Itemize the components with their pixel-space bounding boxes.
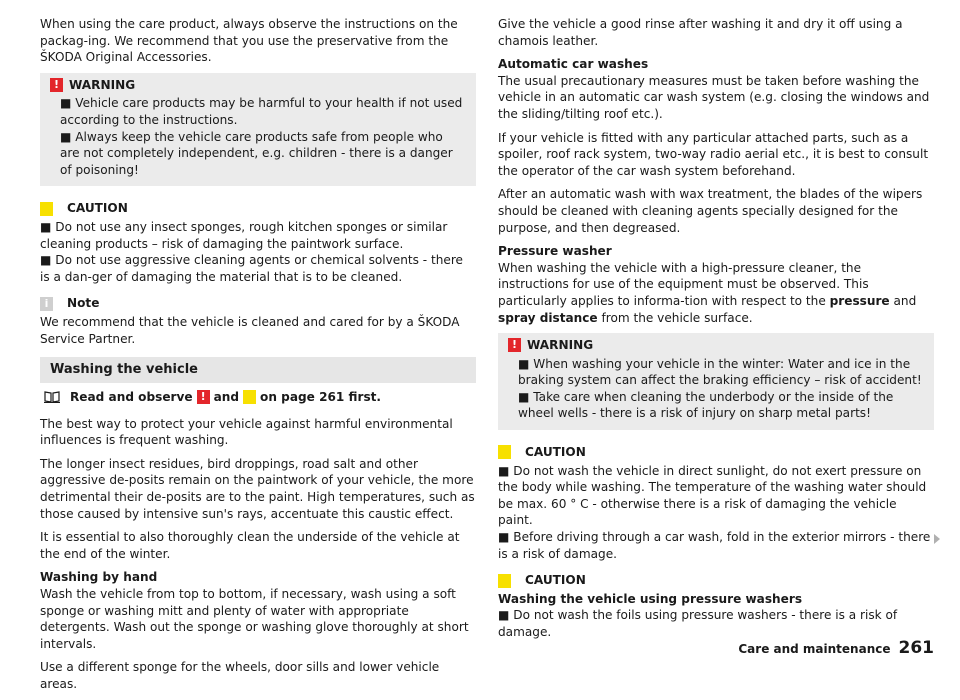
warning-box xyxy=(40,73,476,187)
caution-header xyxy=(498,444,934,461)
wax-paragraph: After an automatic wash with wax treatment, the blades of the wipers should be cleaned with cleaning agents specially designed for the purpose, and then degreased. xyxy=(498,187,923,235)
intro-paragraph: When using the care product, always observe the instructions on the packag-ing. We recommend that you use the preservative from the ŠKODA Original Accessories. xyxy=(40,17,458,65)
caution-icon xyxy=(40,202,53,216)
page-footer xyxy=(738,640,934,658)
hand-wash-title: Washing by hand xyxy=(40,570,158,585)
auto-wash-section xyxy=(498,56,934,122)
pressure-and: and xyxy=(893,293,917,308)
warning-header xyxy=(508,337,924,354)
caution-icon xyxy=(498,445,511,459)
caution-label: CAUTION xyxy=(525,573,586,588)
warning-icon: ! xyxy=(197,390,210,404)
caution-icon xyxy=(243,390,256,404)
note-text: We recommend that the vehicle is cleaned and cared for by a ŠKODA Service Partner. xyxy=(40,314,460,346)
read-observe-prefix: Read and observe xyxy=(70,390,193,405)
pressure-title: Pressure washer xyxy=(498,244,612,259)
caution-header xyxy=(40,200,476,217)
note-header xyxy=(40,295,476,312)
left-column xyxy=(40,16,476,700)
pressure-bold: pressure xyxy=(829,293,890,308)
warning-icon: ! xyxy=(508,338,521,352)
page-number: 261 xyxy=(898,638,934,658)
right-column xyxy=(498,16,934,641)
warning-label: WARNING xyxy=(69,77,136,92)
section-title: Washing the vehicle xyxy=(40,357,476,383)
caution-icon xyxy=(498,574,511,588)
caution-item: ■ Do not wash the vehicle in direct sunlight, do not exert pressure on the body while washing. The temperature of the washing water should be max. 60 ° C - otherwise there is a risk of damaging the vehicle paint. xyxy=(498,463,927,528)
caution-item: ■ Do not use aggressive cleaning agents or chemical solvents - there is a dan-ger of damaging the material that is to be cleaned. xyxy=(40,253,463,284)
caution-item: ■ Before driving through a car wash, fold in the exterior mirrors - there is a risk of damage. xyxy=(498,530,931,561)
auto-wash-title: Automatic car washes xyxy=(498,57,649,72)
footer-section: Care and maintenance xyxy=(738,642,891,656)
caution-subtitle: Washing the vehicle using pressure washers xyxy=(498,591,803,606)
rinse-paragraph: Give the vehicle a good rinse after washing it and dry it off using a chamois leather. xyxy=(498,17,903,48)
caution-label: CAUTION xyxy=(67,201,128,216)
caution-item-text: ■ Do not wash the foils using pressure washers - there is a risk of damage. xyxy=(498,608,898,639)
caution-label: CAUTION xyxy=(525,445,586,460)
body-paragraph: The longer insect residues, bird droppings, road salt and other aggressive de-posits remain on the paintwork of your vehicle, the more detrimental their de-posits are to the paint. High temperatures, such as those caused by intensive sun's rays, accentuate this caustic effect. xyxy=(40,456,475,521)
read-observe-and: and xyxy=(213,390,240,405)
caution-header xyxy=(498,572,934,589)
warning-item: ■ Take care when cleaning the underbody or the inside of the wheel wells - there is a risk of injury on sharp metal parts! xyxy=(518,389,894,421)
spray-distance-bold: spray distance xyxy=(498,310,598,325)
read-observe-line xyxy=(40,389,476,406)
book-icon xyxy=(44,391,60,403)
body-paragraph: The best way to protect your vehicle against harmful environmental influences is frequent washing. xyxy=(40,416,453,448)
body-paragraph: Use a different sponge for the wheels, door sills and lower vehicle areas. xyxy=(40,660,440,691)
hand-wash-text: Wash the vehicle from top to bottom, if necessary, wash using a soft sponge or washing mitt and plenty of water with appropriate detergents. Wash out the sponge or washing glove thoroughly at short intervals. xyxy=(40,587,469,651)
warning-item: ■ Vehicle care products may be harmful to your health if not used according to the instructions. xyxy=(60,96,463,127)
warning-box xyxy=(498,333,934,430)
continue-arrow-icon xyxy=(934,534,940,544)
pressure-text: When washing the vehicle with a high-pressure cleaner, the instructions for use of the equipment must be observed. This particularly applies to informa-tion with respect to the xyxy=(498,260,869,308)
read-observe-suffix: on page 261 first. xyxy=(260,390,382,405)
warning-icon: ! xyxy=(50,78,63,92)
note-label: Note xyxy=(67,296,100,311)
warning-label: WARNING xyxy=(527,338,594,353)
warning-item: ■ Always keep the vehicle care products safe from people who are not completely independent, e.g. children - there is a danger of poisoning! xyxy=(60,129,453,177)
warning-header xyxy=(50,77,466,94)
warning-item: ■ When washing your vehicle in the winter: Water and ice in the braking system can affect the braking efficiency – risk of accident! xyxy=(518,356,922,388)
caution-item xyxy=(498,591,934,641)
auto-wash-text: The usual precautionary measures must be taken before washing the vehicle in an automatic car wash system (e.g. closing the windows and the sliding/tilting roof etc.). xyxy=(498,73,930,121)
pressure-section xyxy=(498,243,934,326)
note-icon: i xyxy=(40,297,53,311)
pressure-text-end: from the vehicle surface. xyxy=(601,310,753,325)
body-paragraph: It is essential to also thoroughly clean the underside of the vehicle at the end of the winter. xyxy=(40,530,460,561)
hand-wash-section xyxy=(40,569,476,652)
parts-paragraph: If your vehicle is fitted with any particular attached parts, such as a spoiler, roof rack system, two-way radio aerial etc., it is best to consult the operator of the car wash system beforehand. xyxy=(498,130,929,178)
caution-item: ■ Do not use any insect sponges, rough kitchen sponges or similar cleaning products – risk of damaging the paintwork surface. xyxy=(40,219,448,251)
